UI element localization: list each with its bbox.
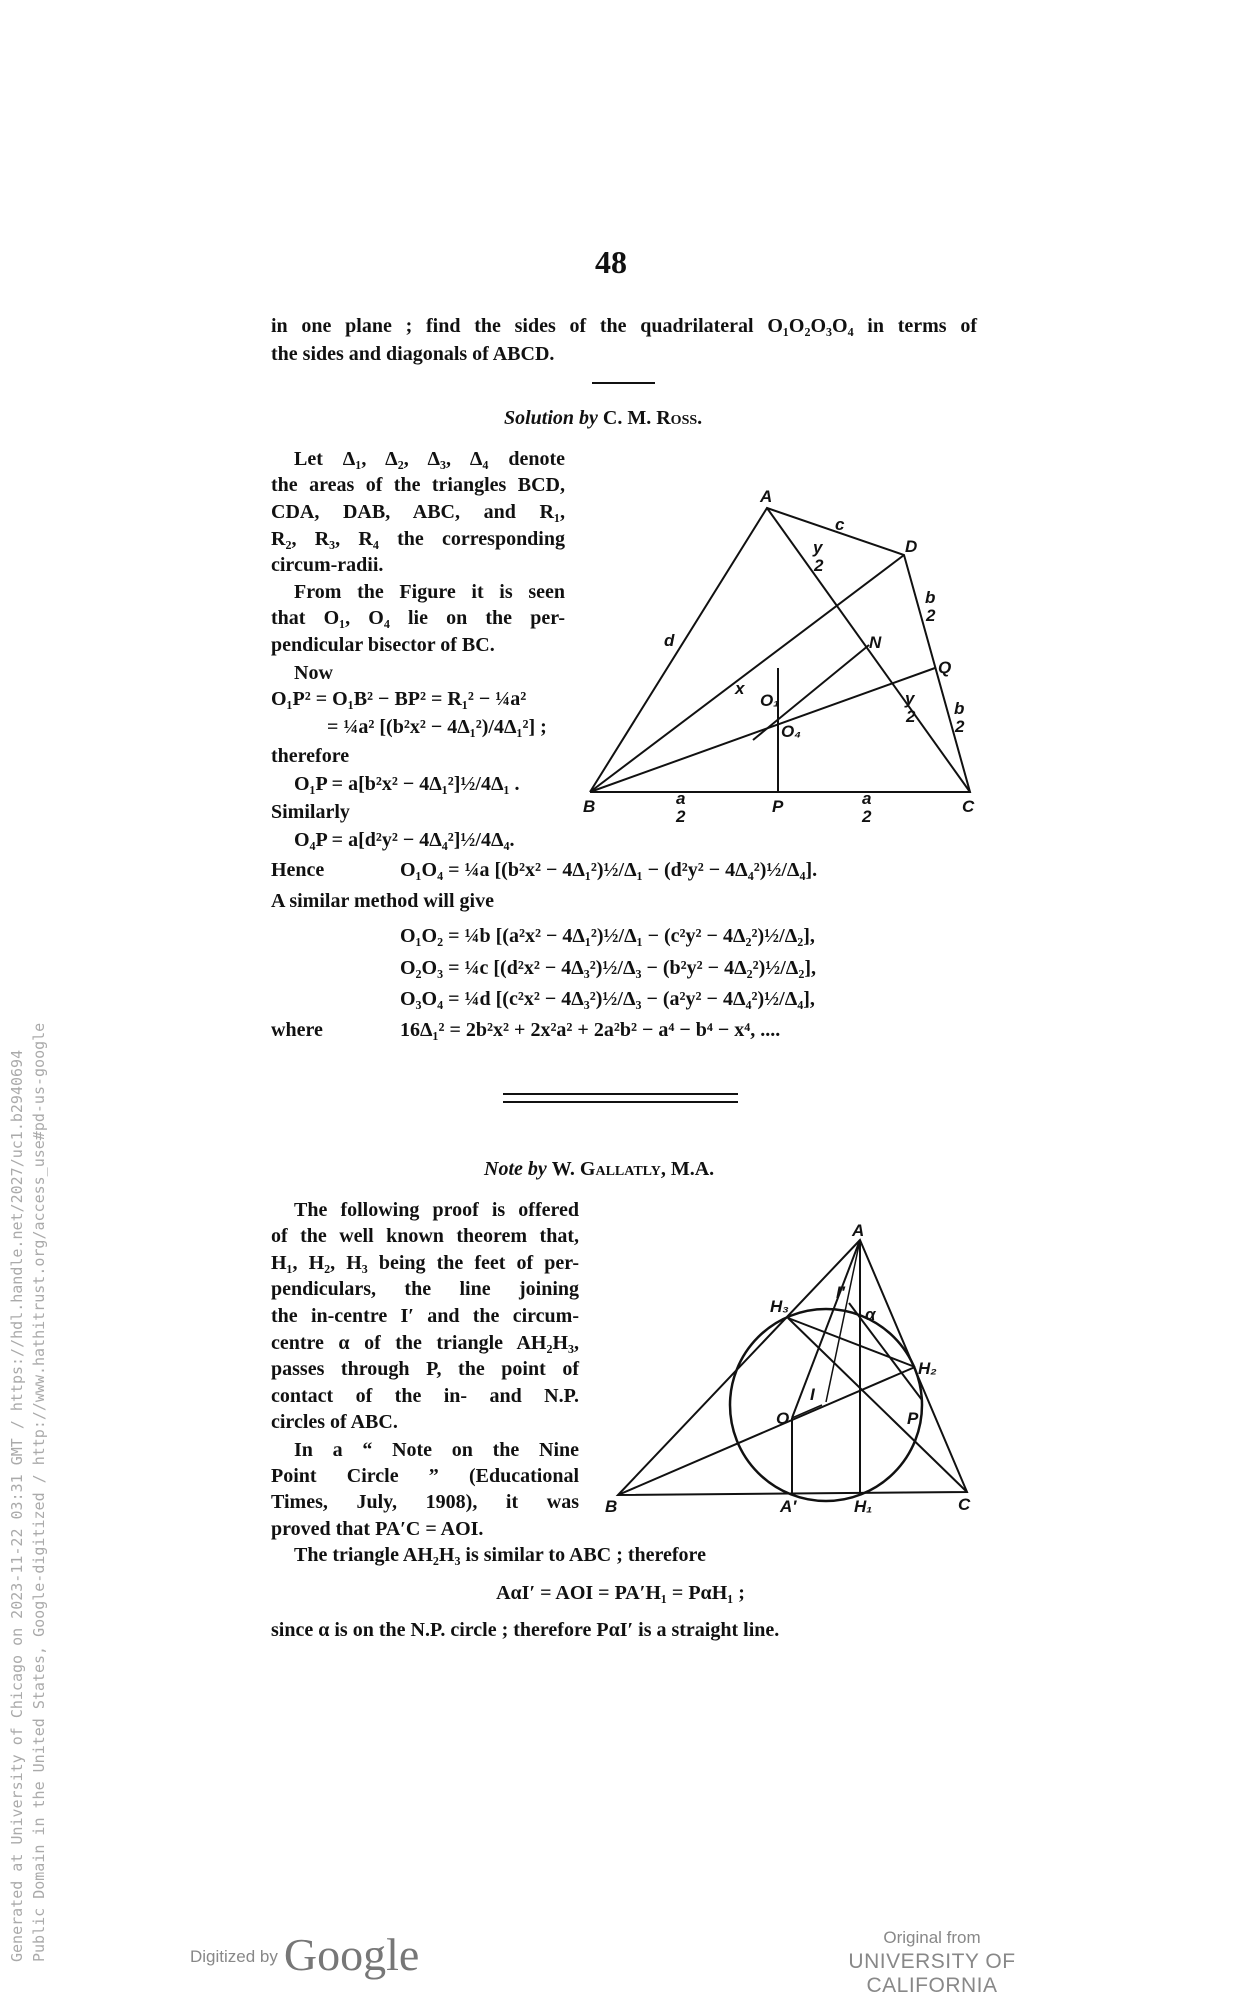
- label-2: 2: [955, 717, 965, 736]
- solution-heading: Solution by C. M. Ross.: [504, 407, 703, 429]
- text-line: Point Circle ” (Educational: [271, 1465, 579, 1487]
- label-x: x: [735, 679, 745, 698]
- label-H3: H₃: [770, 1297, 789, 1316]
- text-line: The triangle AH₂H₃ is similar to ABC ; therefore: [294, 1544, 706, 1566]
- text-line: passes through P, the point of: [271, 1358, 579, 1380]
- label-2: 2: [862, 807, 872, 826]
- line-h3-c: [788, 1318, 967, 1492]
- page-number: 48: [595, 244, 627, 280]
- text-line: pendicular bisector of BC.: [271, 634, 495, 656]
- text-line: CDA, DAB, ABC, and R₁,: [271, 501, 565, 523]
- label-H2: H₂: [918, 1359, 937, 1378]
- text-line: circles of ABC.: [271, 1411, 398, 1433]
- line-a-i: [826, 1240, 860, 1402]
- equation-line: O₁P = a[b²x² − 4Δ₁²]½/4Δ₁ .: [294, 773, 520, 795]
- text-line: circum-radii.: [271, 554, 384, 576]
- label-d: d: [664, 631, 675, 650]
- label-Q: Q: [938, 658, 952, 677]
- watermark-line: Generated at University of Chicago on 2023-11-22 03:31 GMT / https://hdl.handle.net/2027/uc1.b2940694: [8, 1049, 26, 1962]
- diagonal-bd: [590, 555, 904, 792]
- nine-point-figure: [618, 1240, 967, 1501]
- text-line: centre α of the triangle AH₂H₃,: [271, 1332, 579, 1354]
- label-b: b: [954, 699, 965, 718]
- label-I: I: [810, 1385, 815, 1404]
- label-2: 2: [814, 556, 824, 575]
- label-y: y: [905, 689, 915, 708]
- label-a: a: [862, 789, 872, 808]
- equation-line: O₄P = a[d²y² − 4Δ₄²]½/4Δ₄.: [294, 829, 515, 851]
- equation-line: O₃O₄ = ¼d [(c²x² − 4Δ₃²)½/Δ₃ − (a²y² − 4Δ₄²)½/Δ₄],: [400, 988, 815, 1010]
- text-line: Similarly: [271, 801, 350, 823]
- label-Iprime: I′: [836, 1283, 845, 1302]
- label-N: N: [869, 633, 882, 652]
- line-b-h2: [618, 1367, 915, 1495]
- text-line: Let Δ₁, Δ₂, Δ₃, Δ₄ denote: [294, 448, 565, 470]
- text-line: since α is on the N.P. circle ; therefore PαI′ is a straight line.: [271, 1619, 780, 1641]
- intro-line: the sides and diagonals of ABCD.: [271, 343, 555, 365]
- label-2: 2: [906, 707, 916, 726]
- equation-line: = ¼a² [(b²x² − 4Δ₁²)/4Δ₁²] ;: [327, 716, 547, 738]
- digitized-by-google: Digitized by Google: [190, 1929, 420, 1980]
- watermark-line: Public Domain in the United States, Google-digitized / http://www.hathitrust.org/access_use#pd-us-google: [30, 1022, 48, 1962]
- text-line: the areas of the triangles BCD,: [271, 474, 565, 496]
- label-H1: H₁: [854, 1497, 873, 1516]
- label-c: c: [835, 515, 845, 534]
- text-line: contact of the in- and N.P.: [271, 1385, 579, 1407]
- text-line: of the well known theorem that,: [271, 1225, 579, 1247]
- text-line: A similar method will give: [271, 890, 494, 912]
- label-2: 2: [676, 807, 686, 826]
- text-line: H₁, H₂, H₃ being the feet of per-: [271, 1252, 579, 1274]
- text-line: From the Figure it is seen: [294, 581, 565, 603]
- label-P: P: [907, 1409, 919, 1428]
- text-line: therefore: [271, 745, 350, 767]
- text-line: the in-centre I′ and the circum-: [271, 1305, 579, 1327]
- label-P: P: [772, 797, 784, 816]
- line-a-o: [792, 1240, 860, 1418]
- hence-label: Hence: [271, 859, 325, 881]
- equation-line: O₁O₄ = ¼a [(b²x² − 4Δ₁²)½/Δ₁ − (d²y² − 4Δ₄²)½/Δ₄].: [400, 859, 818, 881]
- label-2: 2: [926, 606, 936, 625]
- label-alpha: α: [865, 1305, 876, 1324]
- equation-line: O₁P² = O₁B² − BP² = R₁² − ¼a²: [271, 688, 527, 710]
- label-O4: O₄: [781, 722, 802, 741]
- text-line: R₂, R₃, R₄ the corresponding: [271, 528, 565, 550]
- label-C: C: [962, 797, 975, 816]
- line-bq: [590, 668, 935, 792]
- label-Aprime: A′: [780, 1497, 797, 1516]
- label-A: A: [852, 1221, 865, 1240]
- equation-line: AαI′ = AOI = PA′H₁ = PαH₁ ;: [496, 1582, 745, 1604]
- note-heading: Note by W. Gallatly, M.A.: [484, 1158, 715, 1180]
- text-line: proved that PA′C = AOI.: [271, 1518, 484, 1540]
- label-y: y: [813, 538, 823, 557]
- where-label: where: [271, 1019, 323, 1041]
- label-B: B: [583, 797, 596, 816]
- label-O1: O₁: [760, 691, 780, 710]
- text-line: that O₁, O₄ lie on the per-: [271, 607, 565, 629]
- label-D: D: [905, 537, 918, 556]
- label-B: B: [605, 1497, 618, 1516]
- text-line: Now: [294, 662, 333, 684]
- text-line: Times, July, 1908), it was: [271, 1491, 579, 1513]
- equation-line: 16Δ₁² = 2b²x² + 2x²a² + 2a²b² − a⁴ − b⁴ − x⁴, ....: [400, 1019, 781, 1041]
- text-line: The following proof is offered: [294, 1199, 579, 1221]
- equation-line: O₂O₃ = ¼c [(d²x² − 4Δ₃²)½/Δ₃ − (b²y² − 4Δ₂²)½/Δ₂],: [400, 957, 817, 979]
- google-logo: Google: [283, 1929, 420, 1980]
- equation-line: O₁O₂ = ¼b [(a²x² − 4Δ₁²)½/Δ₁ − (c²y² − 4Δ₂²)½/Δ₂],: [400, 925, 815, 947]
- text-line: pendiculars, the line joining: [271, 1278, 579, 1300]
- institution: UNIVERSITY OF CALIFORNIA: [848, 1950, 1016, 1997]
- label-O: O: [776, 1409, 790, 1428]
- label-a: a: [676, 789, 686, 808]
- label-C: C: [958, 1495, 971, 1514]
- original-from: Original from UNIVERSITY OF CALIFORNIA: [791, 1926, 1073, 1998]
- label-A: A: [760, 487, 773, 506]
- intro-line: in one plane ; find the sides of the quadrilateral O₁O₂O₃O₄ in terms of: [271, 315, 977, 337]
- label-b: b: [925, 588, 936, 607]
- text-line: In a “ Note on the Nine: [294, 1439, 579, 1461]
